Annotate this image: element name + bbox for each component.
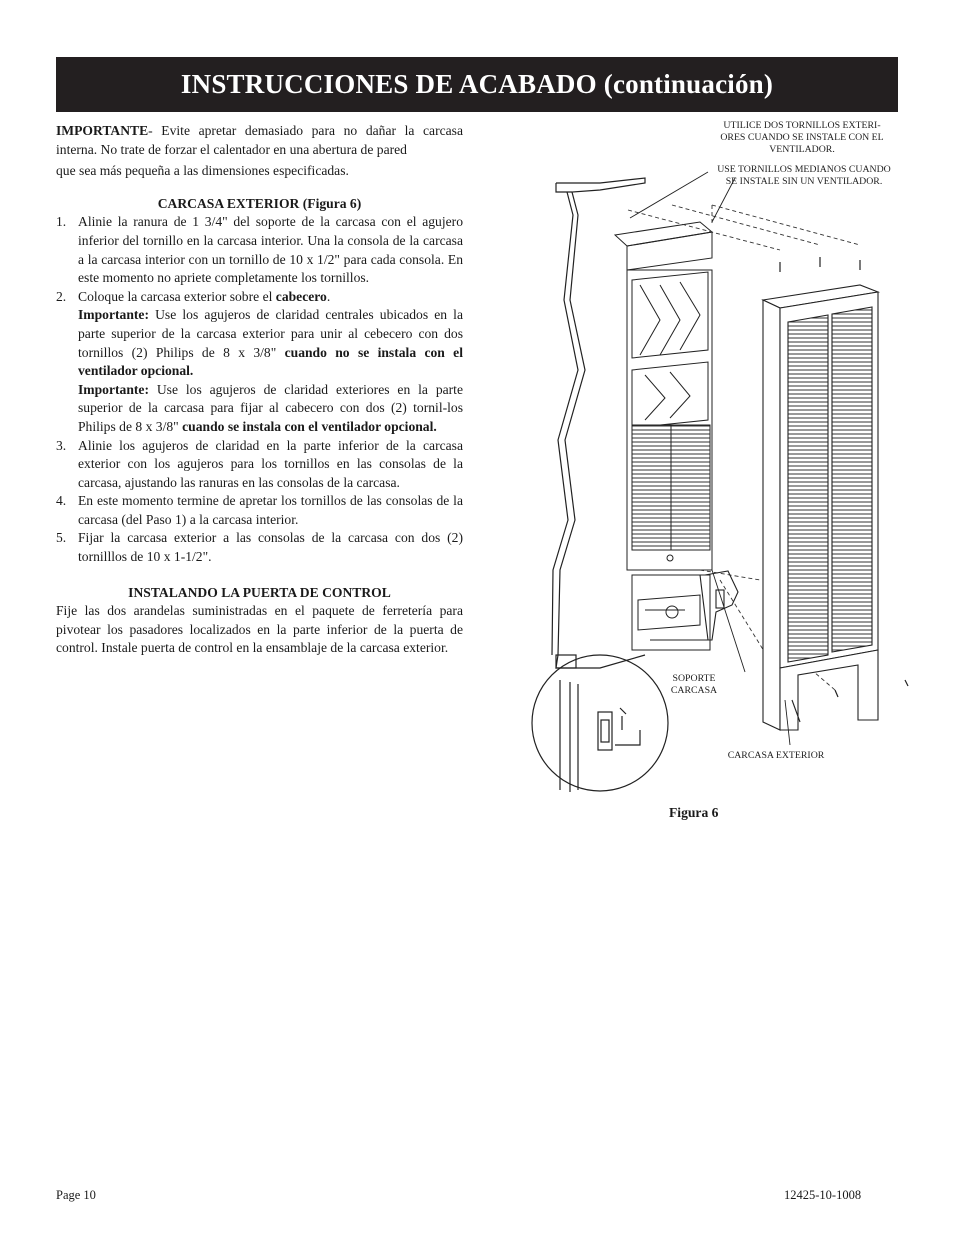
step-item (56, 529, 463, 566)
step-text: Fijar la carcasa exterior a las consolas de la carcasa con dos (2) tornilllos de 10 x 1-1/2". (78, 530, 463, 565)
detail-circle (532, 655, 668, 792)
important-note-1-bold: cuando no se instala con el ventilador opcional. (78, 344, 463, 379)
intro-line-2: interna. No trate de forzar el calentador en una abertura de pared (56, 141, 407, 157)
caption-middle-screws-line-2: SE INSTALE SIN UN VENTILADOR. (725, 176, 883, 187)
step-2-line (78, 288, 463, 307)
intro-lead: IMPORTANTE (56, 123, 149, 138)
step-text: Alinie la ranura de 1 3/4" del soporte de la carcasa con el agujero inferior del tornillo en la carcasa interior. Una la consola de la carcasa a la carcasa interior con un tornillo de 10 x 1/2" para cada consola. En este momento no apriete completamente los tornillos. (78, 214, 463, 286)
step-2-bold: cabecero (275, 288, 327, 304)
important-note-2-bold: cuando se instala con el ventilador opcional. (182, 418, 437, 434)
wall-frame (552, 178, 645, 668)
step-item (56, 213, 463, 287)
step-2-end: . (326, 288, 331, 304)
figure-label: Figura 6 (669, 805, 719, 820)
important-note-1 (78, 306, 463, 380)
steps-list (56, 213, 463, 566)
caption-middle-screws-line-1: USE TORNILLOS MEDIANOS CUANDO (717, 164, 891, 175)
document-number: 12425-10-1008 (784, 1188, 862, 1202)
step-number: 4. (56, 493, 67, 509)
caption-outer-screws-line-1: UTILICE DOS TORNILLOS EXTERI- (723, 120, 881, 131)
installation-diagram (530, 115, 910, 835)
step-number: 5. (56, 530, 67, 546)
caption-outer-screws-line-3: VENTILADOR. (769, 144, 835, 155)
step-item (56, 437, 463, 493)
inner-heater (615, 222, 712, 650)
label-soporte-line-2: CARCASA (670, 685, 718, 696)
important-note-1-lead: Importante: (78, 307, 149, 323)
intro-line-3: que sea más pequeña a las dimensiones especificadas. (56, 163, 349, 179)
step-number: 1. (56, 214, 67, 230)
label-soporte-line-1: SOPORTE (672, 673, 716, 684)
intro-line-1: - Evite apretar demasiado para no dañar la carcasa (148, 123, 463, 138)
instructions-column (56, 122, 463, 658)
outer-casing (763, 285, 878, 730)
label-carcasa-exterior: CARCASA EXTERIOR (727, 750, 825, 761)
section-heading-puerta-control: INSTALANDO LA PUERTA DE CONTROL (128, 584, 391, 600)
page-title: INSTRUCCIONES DE ACABADO (continuación) (56, 57, 898, 112)
step-text: Alinie los agujeros de claridad en la parte inferior de la carcasa exterior con los agujeros para los tornillos en las consolas de la carcasa, ajustando las ranuras en las consolas de la carcasa. (78, 437, 463, 490)
section-heading-carcasa-exterior: CARCASA EXTERIOR (Figura 6) (157, 195, 362, 211)
step-number: 3. (56, 437, 67, 453)
step-item (56, 288, 463, 437)
control-door-paragraph: Fije las dos arandelas suministradas en el paquete de ferretería para pivotear los pasadores localizados en la parte inferior de la puerta de control. Instale puerta de control en la ensamblaje de la carcasa exterior. (56, 603, 463, 656)
bracket-detail (700, 571, 738, 640)
important-note-2-text: Use los agujeros de claridad exteriores en la parte superior de la carcasa para fijar al cabecero con dos (2) tornil-los Philips de 8 x 3/8" (78, 381, 463, 434)
step-2-text: Coloque la carcasa exterior sobre el (78, 288, 276, 304)
step-item (56, 492, 463, 529)
intro-paragraph (56, 122, 463, 181)
important-note-1-text: Use los agujeros de claridad centrales ubicados en la parte superior de la carcasa exterior para unir al cebecero con dos tornillos (2) Philips de 8 x 3/8" (78, 307, 463, 360)
important-note-2-lead: Importante: (78, 381, 149, 397)
page-number: Page 10 (56, 1188, 96, 1202)
caption-outer-screws-line-2: ORES CUANDO SE INSTALE CON EL (720, 132, 884, 143)
step-text: En este momento termine de apretar los tornillos de las consolas de la carcasa (del Paso 1) a la carcasa interior. (78, 493, 463, 527)
step-number: 2. (56, 288, 67, 304)
important-note-2 (78, 381, 463, 437)
